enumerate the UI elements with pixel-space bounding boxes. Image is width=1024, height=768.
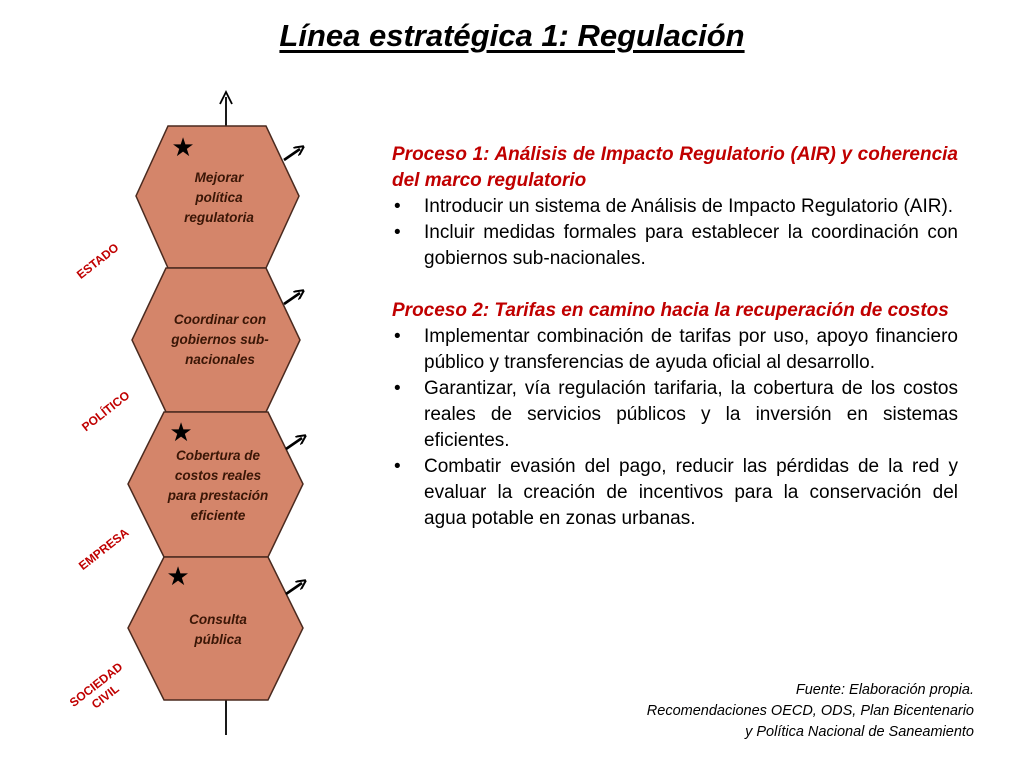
star-icon: ★	[171, 133, 195, 163]
hexagon-label-line: regulatoria	[184, 210, 254, 225]
hexagon-label-line: nacionales	[185, 352, 255, 367]
arrow-up-right-icon	[284, 149, 300, 160]
arrow-up-right-icon	[286, 583, 302, 594]
star-icon: ★	[169, 418, 193, 448]
source-line: Recomendaciones OECD, ODS, Plan Bicentenario	[646, 703, 974, 719]
process-1-title: Proceso 1: Análisis de Impacto Regulatorio (AIR) y coherencia del marco regulatorio	[392, 144, 958, 191]
source-line: y Política Nacional de Saneamiento	[745, 724, 974, 740]
list-item: • Incluir medidas formales para establecer la coordinación con gobiernos sub-nacionales.	[392, 220, 958, 272]
hexagon-label-cobertura-costos	[140, 446, 296, 526]
hexagon-label-mejorar-politica	[146, 168, 292, 228]
axis-label-empresa: EMPRESA	[76, 525, 132, 573]
hexagon-label-line: costos reales	[174, 468, 262, 483]
hexagon-label-coordinar-gobiernos	[142, 310, 298, 370]
hexagon-label-line: política	[195, 190, 243, 205]
axis-label-politico: POLÍTICO	[79, 388, 133, 435]
page-title-text: Línea estratégica 1: Regulación	[279, 18, 745, 53]
processes-panel	[392, 142, 958, 532]
hexagon-label-line: eficiente	[190, 508, 246, 523]
source-line: Fuente: Elaboración propia.	[795, 682, 974, 698]
axis-label-estado: ESTADO	[74, 240, 122, 282]
hexagon-label-line: Mejorar	[194, 170, 244, 185]
process-1-bullets	[392, 194, 958, 272]
star-icon: ★	[166, 562, 190, 592]
axis-label-sociedad-civil: SOCIEDAD CIVIL	[66, 659, 126, 712]
arrow-up-right-icon	[284, 293, 300, 304]
hexagon-label-line: pública	[194, 632, 242, 647]
list-item: • Introducir un sistema de Análisis de Impacto Regulatorio (AIR).	[392, 194, 958, 220]
list-item: • Implementar combinación de tarifas por uso, apoyo financiero público y transferencias de ayuda oficial al desarrollo.	[392, 324, 958, 376]
hexagon-label-line: para prestación	[167, 488, 269, 503]
process-2-bullets	[392, 324, 958, 532]
process-2-title: Proceso 2: Tarifas en camino hacia la recuperación de costos	[392, 300, 949, 321]
hexagon-label-line: gobiernos sub-	[171, 332, 269, 347]
hexagon-label-line: Cobertura de	[175, 448, 260, 463]
list-item: • Garantizar, vía regulación tarifaria, la cobertura de los costos reales de servicios públicos y la inversión en sistemas eficientes.	[392, 376, 958, 454]
hexagon-label-line: Consulta	[189, 612, 247, 627]
hexagon-label-consulta-publica	[140, 610, 296, 650]
list-item: • Combatir evasión del pago, reducir las pérdidas de la red y evaluar la creación de incentivos para la conservación del agua potable en zonas urbanas.	[392, 454, 958, 532]
hexagon-label-line: Coordinar con	[173, 312, 267, 327]
source-note	[647, 680, 974, 743]
